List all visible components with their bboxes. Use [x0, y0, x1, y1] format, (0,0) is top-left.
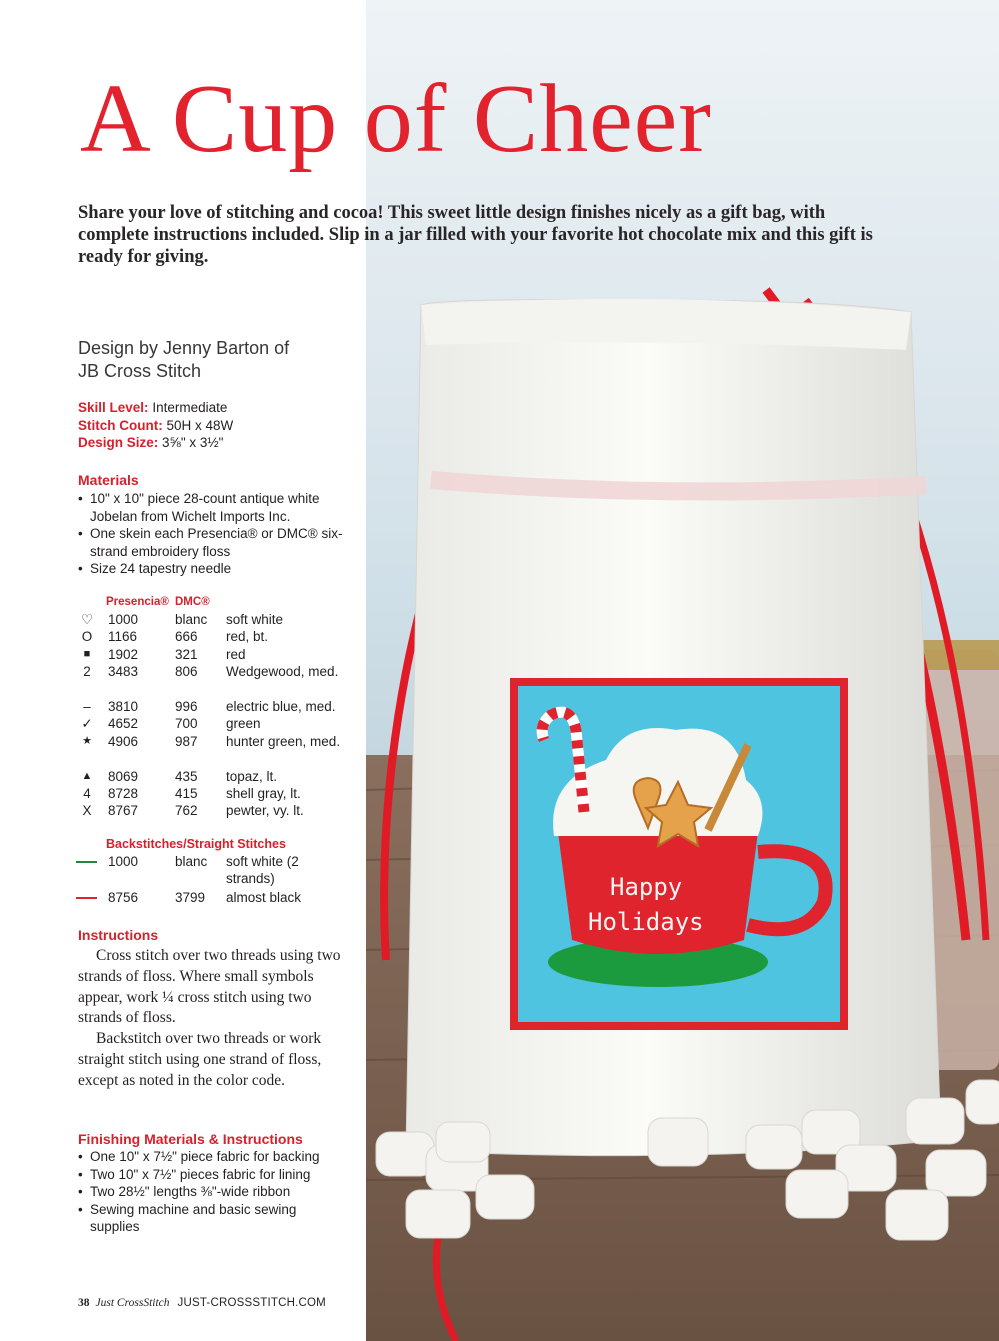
presencia-number: 1000 [108, 612, 139, 627]
color-name: topaz, lt. [226, 768, 278, 784]
dmc-number: 700 [175, 716, 198, 732]
dmc-number: 996 [175, 698, 198, 714]
skill-value: Intermediate [152, 400, 228, 415]
materials-heading: Materials [78, 472, 139, 488]
presencia-number: 8728 [108, 785, 139, 801]
color-code-table [78, 611, 358, 820]
presencia-number: 1166 [108, 629, 138, 645]
dmc-number: 415 [175, 785, 198, 801]
color-name: soft white (2 strands) [226, 854, 299, 887]
color-name: almost black [226, 890, 302, 905]
backstitch-heading: Backstitches/Straight Stitches [106, 837, 286, 851]
finishing-list [78, 1148, 353, 1236]
table-row [78, 802, 358, 819]
materials-list [78, 490, 353, 578]
symbol: X [82, 803, 92, 819]
dmc-number: 321 [175, 646, 198, 662]
presencia-column-header: Presencia® [106, 596, 169, 608]
color-name: electric blue, med. [226, 698, 336, 714]
dmc-number: 762 [175, 803, 198, 819]
designer-line-1: Design by Jenny Barton of [78, 338, 290, 358]
page-title: A Cup of Cheer [80, 65, 712, 173]
symbol: O [81, 629, 93, 645]
presencia-number: 3810 [108, 698, 139, 714]
finishing-heading: Finishing Materials & Instructions [78, 1131, 303, 1147]
dmc-number: 435 [175, 768, 198, 784]
presencia-number: 4652 [108, 716, 139, 732]
dmc-number: 987 [175, 733, 198, 749]
table-row [78, 646, 358, 663]
magazine-name: Just CrossStitch [95, 1297, 170, 1309]
design-size-value: 3⅝" x 3½" [162, 435, 224, 450]
symbol: 2 [83, 664, 91, 680]
specs-block [78, 399, 233, 452]
presencia-number: 1000 [108, 854, 139, 869]
intro-paragraph: Share your love of stitching and cocoa! This sweet little design finishes nicely as a gift bag, with complete instructions included. Slip in a jar filled with your favorite hot chocolate mix and this gift is ready for giving. [78, 203, 873, 267]
dmc-number: 806 [175, 664, 198, 680]
page-footer [78, 1297, 326, 1309]
symbol: ■ [83, 647, 91, 660]
symbol: ♡ [80, 612, 94, 627]
instructions-heading: Instructions [78, 927, 159, 943]
page-number: 38 [78, 1297, 90, 1309]
table-row [78, 663, 358, 698]
color-name: shell gray, lt. [226, 785, 301, 801]
presencia-number: 8756 [108, 890, 139, 905]
stitch-count-label: Stitch Count: [78, 417, 163, 433]
table-row [78, 785, 358, 802]
symbol: 4 [83, 785, 91, 801]
presencia-number: 1902 [108, 646, 139, 662]
cup-text-holidays: Holidays [588, 908, 704, 936]
cup-text-happy: Happy [610, 873, 683, 901]
dmc-number: 666 [175, 629, 198, 645]
table-row [78, 628, 358, 645]
list-item: • Sewing machine and basic sewing supplies [78, 1201, 330, 1236]
stitch-count-value: 50H x 48W [166, 417, 234, 433]
dmc-number: blanc [175, 854, 208, 869]
backstitch-line-red [76, 897, 97, 899]
dmc-column-header: DMC® [175, 596, 210, 608]
table-row [78, 715, 358, 732]
table-row [78, 698, 358, 715]
color-name: red, bt. [226, 629, 269, 645]
symbol: – [83, 698, 91, 714]
presencia-number: 8069 [108, 768, 139, 784]
list-item: • Two 28½" lengths ⅜"-wide ribbon [78, 1183, 353, 1201]
table-row [78, 768, 358, 785]
color-name: hunter green, med. [226, 733, 341, 749]
instructions-paragraph-2: Backstitch over two threads or work straight stitch using one strand of floss, except as noted in the color code. [78, 1030, 322, 1089]
presencia-number: 3483 [108, 664, 139, 680]
list-item: • One 10" x 7½" piece fabric for backing [78, 1148, 353, 1166]
color-name: pewter, vy. lt. [226, 803, 304, 819]
dmc-number: blanc [175, 612, 208, 627]
color-name: soft white [226, 612, 284, 627]
table-row [78, 611, 358, 628]
presencia-number: 8767 [108, 803, 139, 819]
design-size-label: Design Size: [78, 435, 159, 450]
dmc-number: 3799 [175, 890, 206, 905]
list-item: • Size 24 tapestry needle [78, 560, 353, 578]
list-item: • 10" x 10" piece 28-count antique white Jobelan from Wichelt Imports Inc. [78, 490, 353, 525]
symbol: ✓ [81, 716, 93, 732]
table-row [78, 889, 358, 906]
designer-line-2: JB Cross Stitch [78, 361, 202, 381]
table-row [78, 733, 358, 768]
backstitch-table [78, 853, 358, 906]
designer-credit [78, 337, 289, 383]
color-name: Wedgewood, med. [226, 664, 339, 680]
skill-label: Skill Level: [78, 400, 149, 415]
symbol: ▲ [81, 769, 93, 782]
instructions-body [78, 946, 348, 1092]
color-name: red [226, 646, 246, 662]
presencia-number: 4906 [108, 733, 139, 749]
color-name: green [226, 716, 261, 732]
list-item: • Two 10" x 7½" pieces fabric for lining [78, 1166, 353, 1184]
list-item: • One skein each Presencia® or DMC® six-strand embroidery floss [78, 525, 353, 560]
website-url: JUST-CROSSSTITCH.COM [177, 1297, 326, 1309]
table-row [78, 853, 358, 889]
symbol: ★ [82, 734, 92, 747]
instructions-paragraph-1: Cross stitch over two threads using two strands of floss. Where small symbols appear, work ¼ cross stitch using two strands of floss. [78, 947, 341, 1027]
